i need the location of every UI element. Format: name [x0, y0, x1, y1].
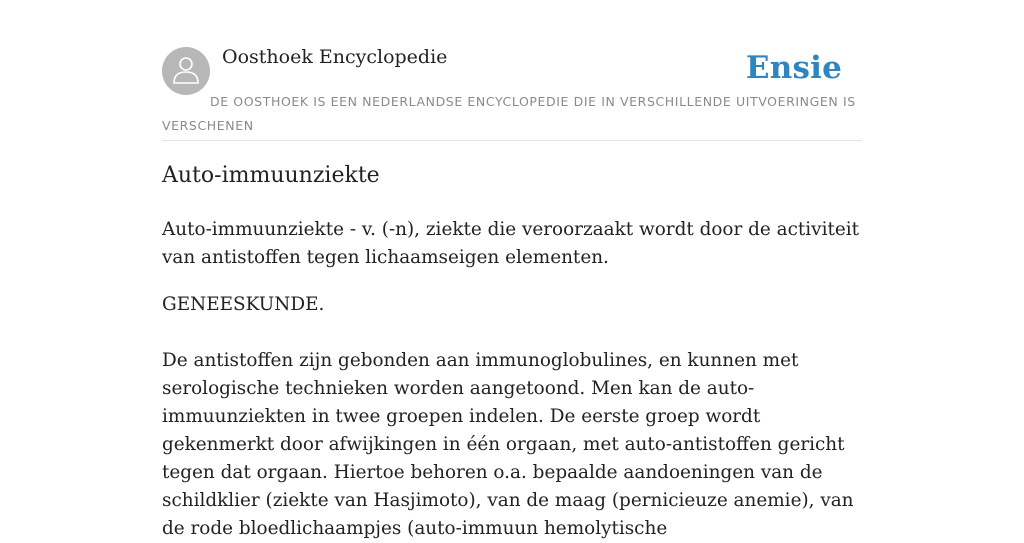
site-name-link[interactable]: Oosthoek Encyclopedie — [222, 46, 448, 68]
section-label: GENEESKUNDE. — [162, 294, 325, 315]
article-definition: Auto-immuunziekte - v. (-n), ziekte die veroorzaakt wordt door de activiteit van antistoffen tegen lichaamseigen elementen. — [162, 219, 859, 268]
page-container — [162, 0, 862, 539]
user-icon[interactable] — [162, 47, 210, 95]
site-header — [162, 0, 862, 141]
article-body: De antistoffen zijn gebonden aan immunoglobulines, en kunnen met serologische technieken worden aangetoond. Men kan de auto-immuunziekten in twee groepen indelen. De eerste groep wordt gekenmerkt door afwijkingen in één orgaan, met auto-antistoffen gericht tegen dat orgaan. Hiertoe behoren o.a. bepaalde aandoeningen van de schildklier (ziekte van Hasjimoto), van de maag (pernicieuze anemie), van de rode bloedlichaampjes (auto-immuun hemolytische — [162, 350, 854, 539]
site-tagline: DE OOSTHOEK IS EEN NEDERLANDSE ENCYCLOPEDIE DIE IN VERSCHILLENDE UITVOERINGEN IS VERSCHENEN — [162, 94, 856, 133]
brand-logo[interactable]: Ensie — [745, 50, 842, 86]
article-title: Auto-immuunziekte — [162, 163, 380, 188]
